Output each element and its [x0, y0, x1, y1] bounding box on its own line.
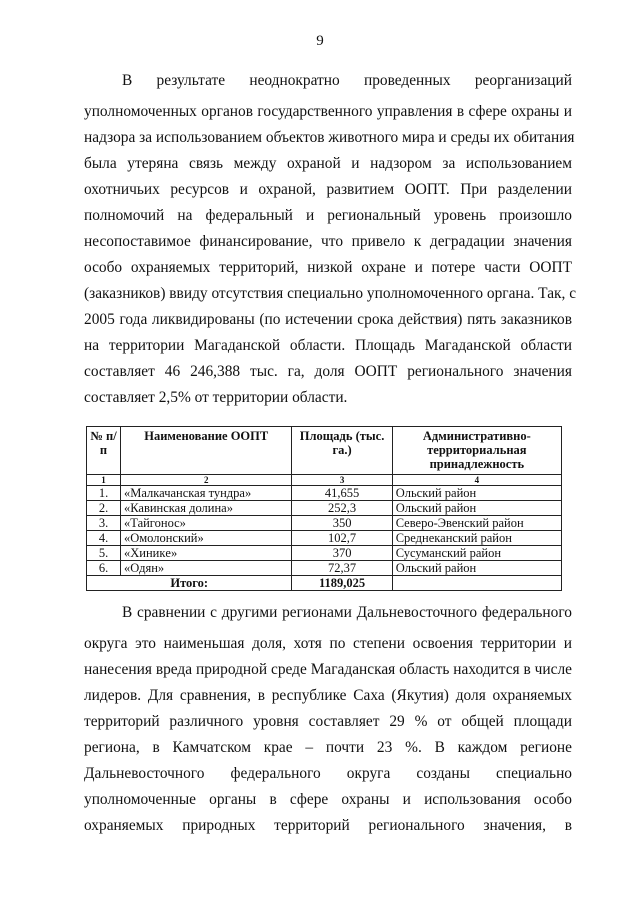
- row-name: «Хиникe»: [121, 546, 292, 561]
- row-number: 6.: [87, 561, 121, 576]
- paragraph-line: региона, в Камчатском крае – почти 23 %. В каждом регионе: [84, 739, 572, 756]
- total-label: Итого:: [87, 576, 292, 591]
- total-empty-cell: [392, 576, 561, 591]
- table-row: [87, 501, 562, 516]
- row-district: Ольский район: [392, 561, 561, 576]
- table-header-row: [87, 427, 562, 475]
- column-number: 1: [87, 475, 121, 486]
- header-name: Наименование ООПТ: [121, 427, 292, 475]
- paragraph-line: составляет 46 246,388 тыс. га, доля ООПТ регионального значения: [84, 363, 572, 380]
- row-district: Ольский район: [392, 486, 561, 501]
- table-row: [87, 516, 562, 531]
- row-name: «Тайгонос»: [121, 516, 292, 531]
- paragraph-line: надзора за использованием объектов животного мира и среды их обитания: [84, 129, 575, 146]
- paragraph-line: В результате неоднократно проведенных реорганизаций: [122, 72, 572, 89]
- paragraph-line: территорий различного уровня составляет 29 % от общей площади: [84, 713, 572, 730]
- row-number: 3.: [87, 516, 121, 531]
- paragraph-line: особо охраняемых территорий, низкой охране и потере части ООПТ: [84, 259, 572, 276]
- row-number: 1.: [87, 486, 121, 501]
- row-number: 5.: [87, 546, 121, 561]
- row-area: 102,7: [292, 531, 392, 546]
- row-number: 4.: [87, 531, 121, 546]
- page-number: 9: [316, 33, 324, 49]
- paragraph-line: Дальневосточного федерального округа созданы специально: [84, 765, 572, 782]
- paragraph-line: на территории Магаданской области. Площадь Магаданской области: [84, 337, 572, 354]
- header-area: Площадь (тыс. га.): [292, 427, 392, 475]
- paragraph-line: (заказников) ввиду отсутствия специально уполномоченного органа. Так, с: [84, 285, 577, 302]
- row-number: 2.: [87, 501, 121, 516]
- row-area: 350: [292, 516, 392, 531]
- column-number-row: [87, 475, 562, 486]
- row-name: «Малкачанская тундра»: [121, 486, 292, 501]
- row-district: Ольский район: [392, 501, 561, 516]
- table-row: [87, 546, 562, 561]
- paragraph-line: уполномоченные органы в сфере охраны и использования особо: [84, 791, 572, 808]
- paragraph-line: нанесения вреда природной среде Магаданская область находится в числе: [84, 661, 572, 678]
- paragraph-line: составляет 2,5% от территории области.: [84, 389, 348, 406]
- row-district: Сусуманский район: [392, 546, 561, 561]
- oopt-table: [86, 426, 562, 591]
- paragraph-line: была утеряна связь между охраной и надзором за использованием: [84, 155, 572, 172]
- table-total-row: [87, 576, 562, 591]
- paragraph-line: округа это наименьшая доля, хотя по степени освоения территории и: [84, 635, 572, 652]
- paragraph-line: лидеров. Для сравнения, в республике Саха (Якутия) доля охраняемых: [84, 687, 572, 704]
- paragraph-line: полномочий на федеральный и региональный уровень произошло: [84, 207, 572, 224]
- row-area: 252,3: [292, 501, 392, 516]
- column-number: 3: [292, 475, 392, 486]
- row-name: «Одян»: [121, 561, 292, 576]
- row-district: Среднеканский район: [392, 531, 561, 546]
- column-number: 2: [121, 475, 292, 486]
- header-district: Административно-территориальная принадлежность: [392, 427, 561, 475]
- paragraph-line: охраняемых природных территорий регионального значения, в: [84, 817, 572, 834]
- row-name: «Омолонский»: [121, 531, 292, 546]
- row-area: 41,655: [292, 486, 392, 501]
- paragraph-line: несопоставимое финансирование, что привело к деградации значения: [84, 233, 572, 250]
- row-name: «Кавинская долина»: [121, 501, 292, 516]
- header-number: № п/п: [87, 427, 121, 475]
- column-number: 4: [392, 475, 561, 486]
- table-row: [87, 531, 562, 546]
- row-area: 370: [292, 546, 392, 561]
- paragraph-line: В сравнении с другими регионами Дальневосточного федерального: [122, 604, 572, 621]
- total-value: 1189,025: [292, 576, 392, 591]
- row-district: Северо-Эвенский район: [392, 516, 561, 531]
- paragraph-line: уполномоченных органов государственного управления в сфере охраны и: [84, 103, 572, 120]
- table-row: [87, 561, 562, 576]
- row-area: 72,37: [292, 561, 392, 576]
- table-row: [87, 486, 562, 501]
- paragraph-line: охотничьих ресурсов и охраной, развитием ООПТ. При разделении: [84, 181, 572, 198]
- paragraph-line: 2005 года ликвидированы (по истечении срока действия) пять заказников: [84, 311, 572, 328]
